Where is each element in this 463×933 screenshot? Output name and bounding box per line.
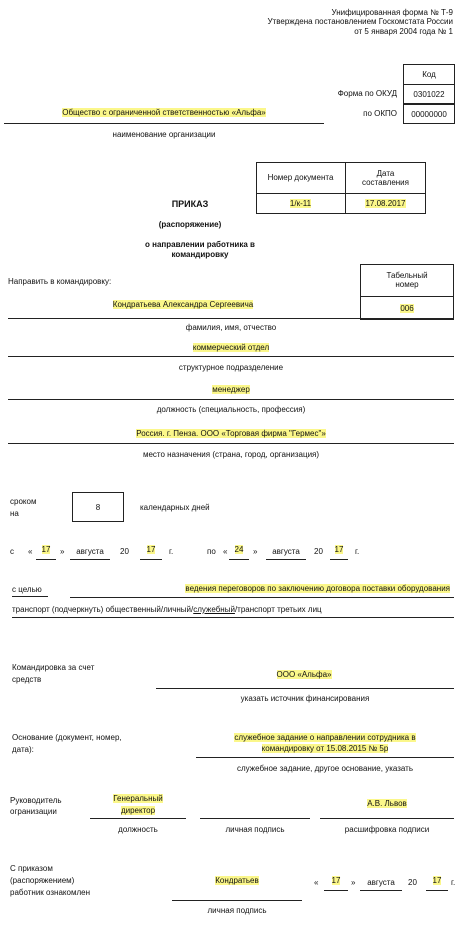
organization-caption: наименование организации — [112, 130, 216, 139]
department-caption: структурное подразделение — [178, 363, 284, 372]
funding-caption: указать источник финансирования — [240, 694, 370, 703]
funding-label: Командировка за счет — [12, 663, 95, 672]
ack-day: 17 — [331, 876, 341, 885]
department-value: коммерческий отдел — [192, 343, 270, 352]
head-name-caption: расшифровка подписи — [344, 825, 430, 834]
ack-year-suffix: г. — [451, 878, 456, 887]
doc-date-value: 17.08.2017 — [365, 199, 406, 208]
basis-label: Основание (документ, номер, — [12, 733, 122, 742]
purpose-label: с целью — [12, 585, 42, 594]
order-subject: о направлении работника в командировку — [145, 240, 255, 259]
from-rq: » — [60, 547, 65, 556]
ack-year: 17 — [432, 876, 442, 885]
to-label: по — [207, 547, 216, 556]
head-position-1: Генеральный — [113, 794, 163, 803]
transport-suffix: /транспорт третьих лиц — [234, 605, 322, 614]
ack-rq: » — [351, 878, 356, 887]
ack-month: августа — [367, 878, 395, 887]
from-year-prefix: 20 — [120, 547, 129, 556]
form-header-line2: Утверждена постановлением Госкомстата России — [267, 17, 453, 26]
ack-year-prefix: 20 — [408, 878, 417, 887]
funding-label-2: средств — [12, 675, 42, 684]
to-month: августа — [272, 547, 300, 556]
to-day: 24 — [234, 545, 244, 554]
transport-prefix: транспорт (подчеркнуть) общественный/личный/ — [12, 605, 194, 614]
okpo-value: 00000000 — [411, 109, 447, 119]
send-label: Направить в командировку: — [8, 277, 112, 286]
ack-signature: Кондратьев — [215, 876, 259, 885]
from-label: с — [10, 547, 14, 556]
days-value: 8 — [95, 502, 101, 512]
organization-name: Общество с ограниченной стветственностью «Альфа» — [62, 108, 266, 117]
transport-selected: служебный — [193, 605, 235, 614]
funding-value: ООО «Альфа» — [276, 670, 332, 679]
head-position-2: директор — [120, 806, 156, 815]
to-year-suffix: г. — [355, 547, 360, 556]
destination-value: Россия. г. Пенза. ООО «Торговая фирма "Гермес"» — [136, 429, 326, 438]
doc-number-value: 1/к-11 — [289, 199, 312, 208]
doc-number-header: Номер документа — [267, 173, 334, 182]
head-position-caption: должность — [118, 825, 158, 834]
to-lq: « — [223, 547, 228, 556]
head-label-2: огранизации — [10, 807, 57, 816]
tab-number-header: Табельный номер — [386, 271, 428, 289]
from-lq: « — [28, 547, 33, 556]
tab-number-value: 006 — [400, 303, 414, 313]
okud-label: Форма по ОКУД — [337, 89, 397, 98]
ack-label-3: работник ознакомлен — [10, 888, 90, 897]
position-value: менеджер — [212, 385, 250, 394]
form-header-line3: от 5 января 2004 года № 1 — [354, 27, 453, 36]
order-alt-title: (распоряжение) — [158, 220, 222, 229]
term-label: сроком — [10, 497, 37, 506]
destination-caption: место назначения (страна, город, организация) — [142, 450, 320, 459]
doc-date-header: Дата составления — [362, 168, 409, 187]
transport-line — [12, 605, 322, 614]
to-rq: » — [253, 547, 258, 556]
ack-label-2: (распоряжением) — [10, 876, 75, 885]
from-year: 17 — [146, 545, 156, 554]
basis-label-2: дата): — [12, 745, 34, 754]
okpo-label: по ОКПО — [363, 109, 397, 118]
ack-lq: « — [314, 878, 319, 887]
codes-title: Код — [422, 69, 436, 79]
basis-value-1: служебное задание о направлении сотрудника в — [234, 733, 416, 742]
purpose-value: ведения переговоров по заключению договора поставки оборудования — [185, 584, 450, 593]
from-year-suffix: г. — [169, 547, 174, 556]
to-year-prefix: 20 — [314, 547, 323, 556]
term-label-on: на — [10, 509, 19, 518]
position-caption: должность (специальность, профессия) — [156, 405, 306, 414]
basis-caption: служебное задание, другое основание, указать — [236, 764, 413, 773]
from-day: 17 — [41, 545, 51, 554]
basis-value-2: командировку от 15.08.2015 № 5р — [261, 744, 389, 753]
head-signature-caption: личная подпись — [225, 825, 285, 834]
employee-name-caption: фамилия, имя, отчество — [185, 323, 277, 332]
employee-name: Кондратьева Александра Сергеевича — [112, 300, 254, 309]
form-header-line1: Унифицированная форма № Т-9 — [331, 8, 453, 17]
from-month: августа — [76, 547, 104, 556]
okud-value: 0301022 — [413, 89, 445, 99]
order-title: ПРИКАЗ — [171, 199, 209, 209]
ack-signature-caption: личная подпись — [207, 906, 267, 915]
head-label: Руководитель — [10, 796, 62, 805]
days-label: календарных дней — [140, 503, 210, 512]
head-name: А.В. Львов — [367, 799, 407, 808]
ack-label: С приказом — [10, 864, 53, 873]
to-year: 17 — [334, 545, 344, 554]
